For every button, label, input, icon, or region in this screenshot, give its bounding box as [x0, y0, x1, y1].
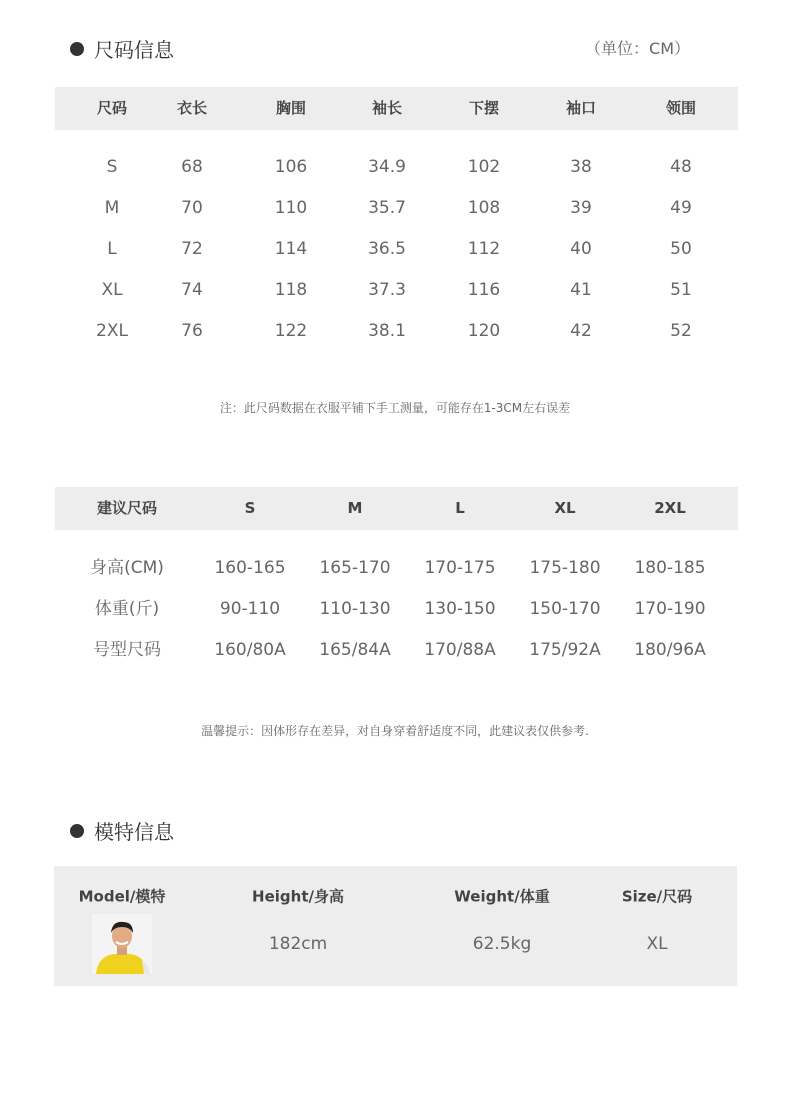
table-row: [55, 152, 738, 182]
table-cell: 170-175: [424, 558, 496, 578]
table-cell: 身高(CM): [90, 558, 164, 578]
table-cell: 118: [274, 280, 308, 300]
header-cell: 2XL: [654, 499, 686, 517]
table-cell: 114: [274, 239, 308, 259]
unit-label: （单位：CM）: [585, 39, 690, 58]
header-cell: 袖口: [565, 99, 597, 117]
table-cell: 号型尺码: [93, 640, 161, 660]
table-cell: 120: [467, 321, 501, 341]
table-cell: 90-110: [219, 599, 281, 619]
size-header: Size/尺码: [621, 887, 693, 906]
table-cell: 36.5: [368, 239, 406, 259]
recommend-table-header: [55, 487, 738, 530]
section-title: 模特信息: [94, 820, 174, 844]
table-cell: 160/80A: [214, 640, 286, 660]
header-cell: 建议尺码: [96, 499, 158, 517]
table-cell: 70: [181, 198, 203, 218]
table-cell: 72: [181, 239, 203, 259]
table-cell: 51: [670, 280, 692, 300]
table-cell: 37.3: [368, 280, 406, 300]
table-cell: 175-180: [529, 558, 601, 578]
table-cell: M: [104, 198, 120, 218]
size-table: [55, 87, 738, 341]
table-cell: 40: [570, 239, 592, 259]
table-cell: 116: [467, 280, 501, 300]
header-cell: 衣长: [176, 99, 208, 117]
header-cell: M: [347, 499, 363, 517]
bullet-icon: [70, 42, 84, 56]
table-cell: 165/84A: [319, 640, 391, 660]
table-cell: 122: [274, 321, 308, 341]
bullet-icon: [70, 824, 84, 838]
table-cell: 76: [181, 321, 203, 341]
table-cell: 180/96A: [634, 640, 706, 660]
table-cell: 108: [467, 198, 501, 218]
recommend-table: [55, 487, 738, 660]
header-cell: 袖长: [371, 99, 403, 117]
table-cell: 106: [274, 157, 308, 177]
model-photo-icon: [92, 914, 152, 974]
header-cell: L: [455, 499, 465, 517]
weight-header: Weight/体重: [454, 887, 550, 906]
table-row: [55, 594, 738, 624]
header-cell: XL: [554, 499, 576, 517]
table-cell: 35.7: [368, 198, 406, 218]
model-info-heading: [70, 816, 174, 845]
table-cell: 49: [670, 198, 692, 218]
table-row: [55, 553, 738, 583]
table-cell: 150-170: [529, 599, 601, 619]
weight-value: 62.5kg: [472, 934, 532, 954]
header-cell: 下摆: [468, 99, 500, 117]
table-cell: S: [106, 157, 118, 177]
size-table-header: [55, 87, 738, 130]
table-cell: 170/88A: [424, 640, 496, 660]
table-cell: 74: [181, 280, 203, 300]
table-cell: 体重(斤): [94, 599, 160, 619]
table-cell: XL: [101, 280, 123, 300]
table-cell: 110-130: [319, 599, 391, 619]
table-cell: 160-165: [214, 558, 286, 578]
table-cell: 48: [670, 157, 692, 177]
table-cell: 38.1: [368, 321, 406, 341]
table-cell: 50: [670, 239, 692, 259]
table-cell: 102: [467, 157, 501, 177]
model-header: Model/模特: [78, 887, 166, 906]
table-cell: L: [107, 239, 117, 259]
model-avatar: [92, 914, 152, 974]
height-value: 182cm: [268, 934, 328, 954]
table-cell: 41: [570, 280, 592, 300]
recommend-note: 温馨提示：因体形存在差异，对自身穿着舒适度不同，此建议表仅供参考.: [201, 724, 589, 738]
table-cell: 110: [274, 198, 308, 218]
table-cell: 175/92A: [529, 640, 601, 660]
table-row: [55, 316, 738, 346]
size-note: 注：此尺码数据在衣服平铺下手工测量，可能存在1-3CM左右误差: [219, 401, 571, 415]
model-info-box: [54, 866, 737, 986]
table-cell: 170-190: [634, 599, 706, 619]
size-info-heading: [70, 34, 174, 63]
table-cell: 39: [570, 198, 592, 218]
table-cell: 180-185: [634, 558, 706, 578]
header-cell: 尺码: [96, 99, 128, 117]
table-cell: 130-150: [424, 599, 496, 619]
height-header: Height/身高: [252, 887, 344, 906]
table-row: [55, 275, 738, 305]
table-row: [55, 234, 738, 264]
section-title: 尺码信息: [94, 38, 174, 62]
table-cell: 2XL: [96, 321, 128, 341]
table-row: [55, 193, 738, 223]
table-cell: 52: [670, 321, 692, 341]
table-cell: 165-170: [319, 558, 391, 578]
table-cell: 42: [570, 321, 592, 341]
table-cell: 38: [570, 157, 592, 177]
table-row: [55, 635, 738, 665]
table-cell: 34.9: [368, 157, 406, 177]
size-value: XL: [646, 934, 668, 954]
table-cell: 112: [467, 239, 501, 259]
table-cell: 68: [181, 157, 203, 177]
header-cell: 胸围: [275, 99, 307, 117]
header-cell: S: [244, 499, 256, 517]
header-cell: 领围: [665, 99, 697, 117]
